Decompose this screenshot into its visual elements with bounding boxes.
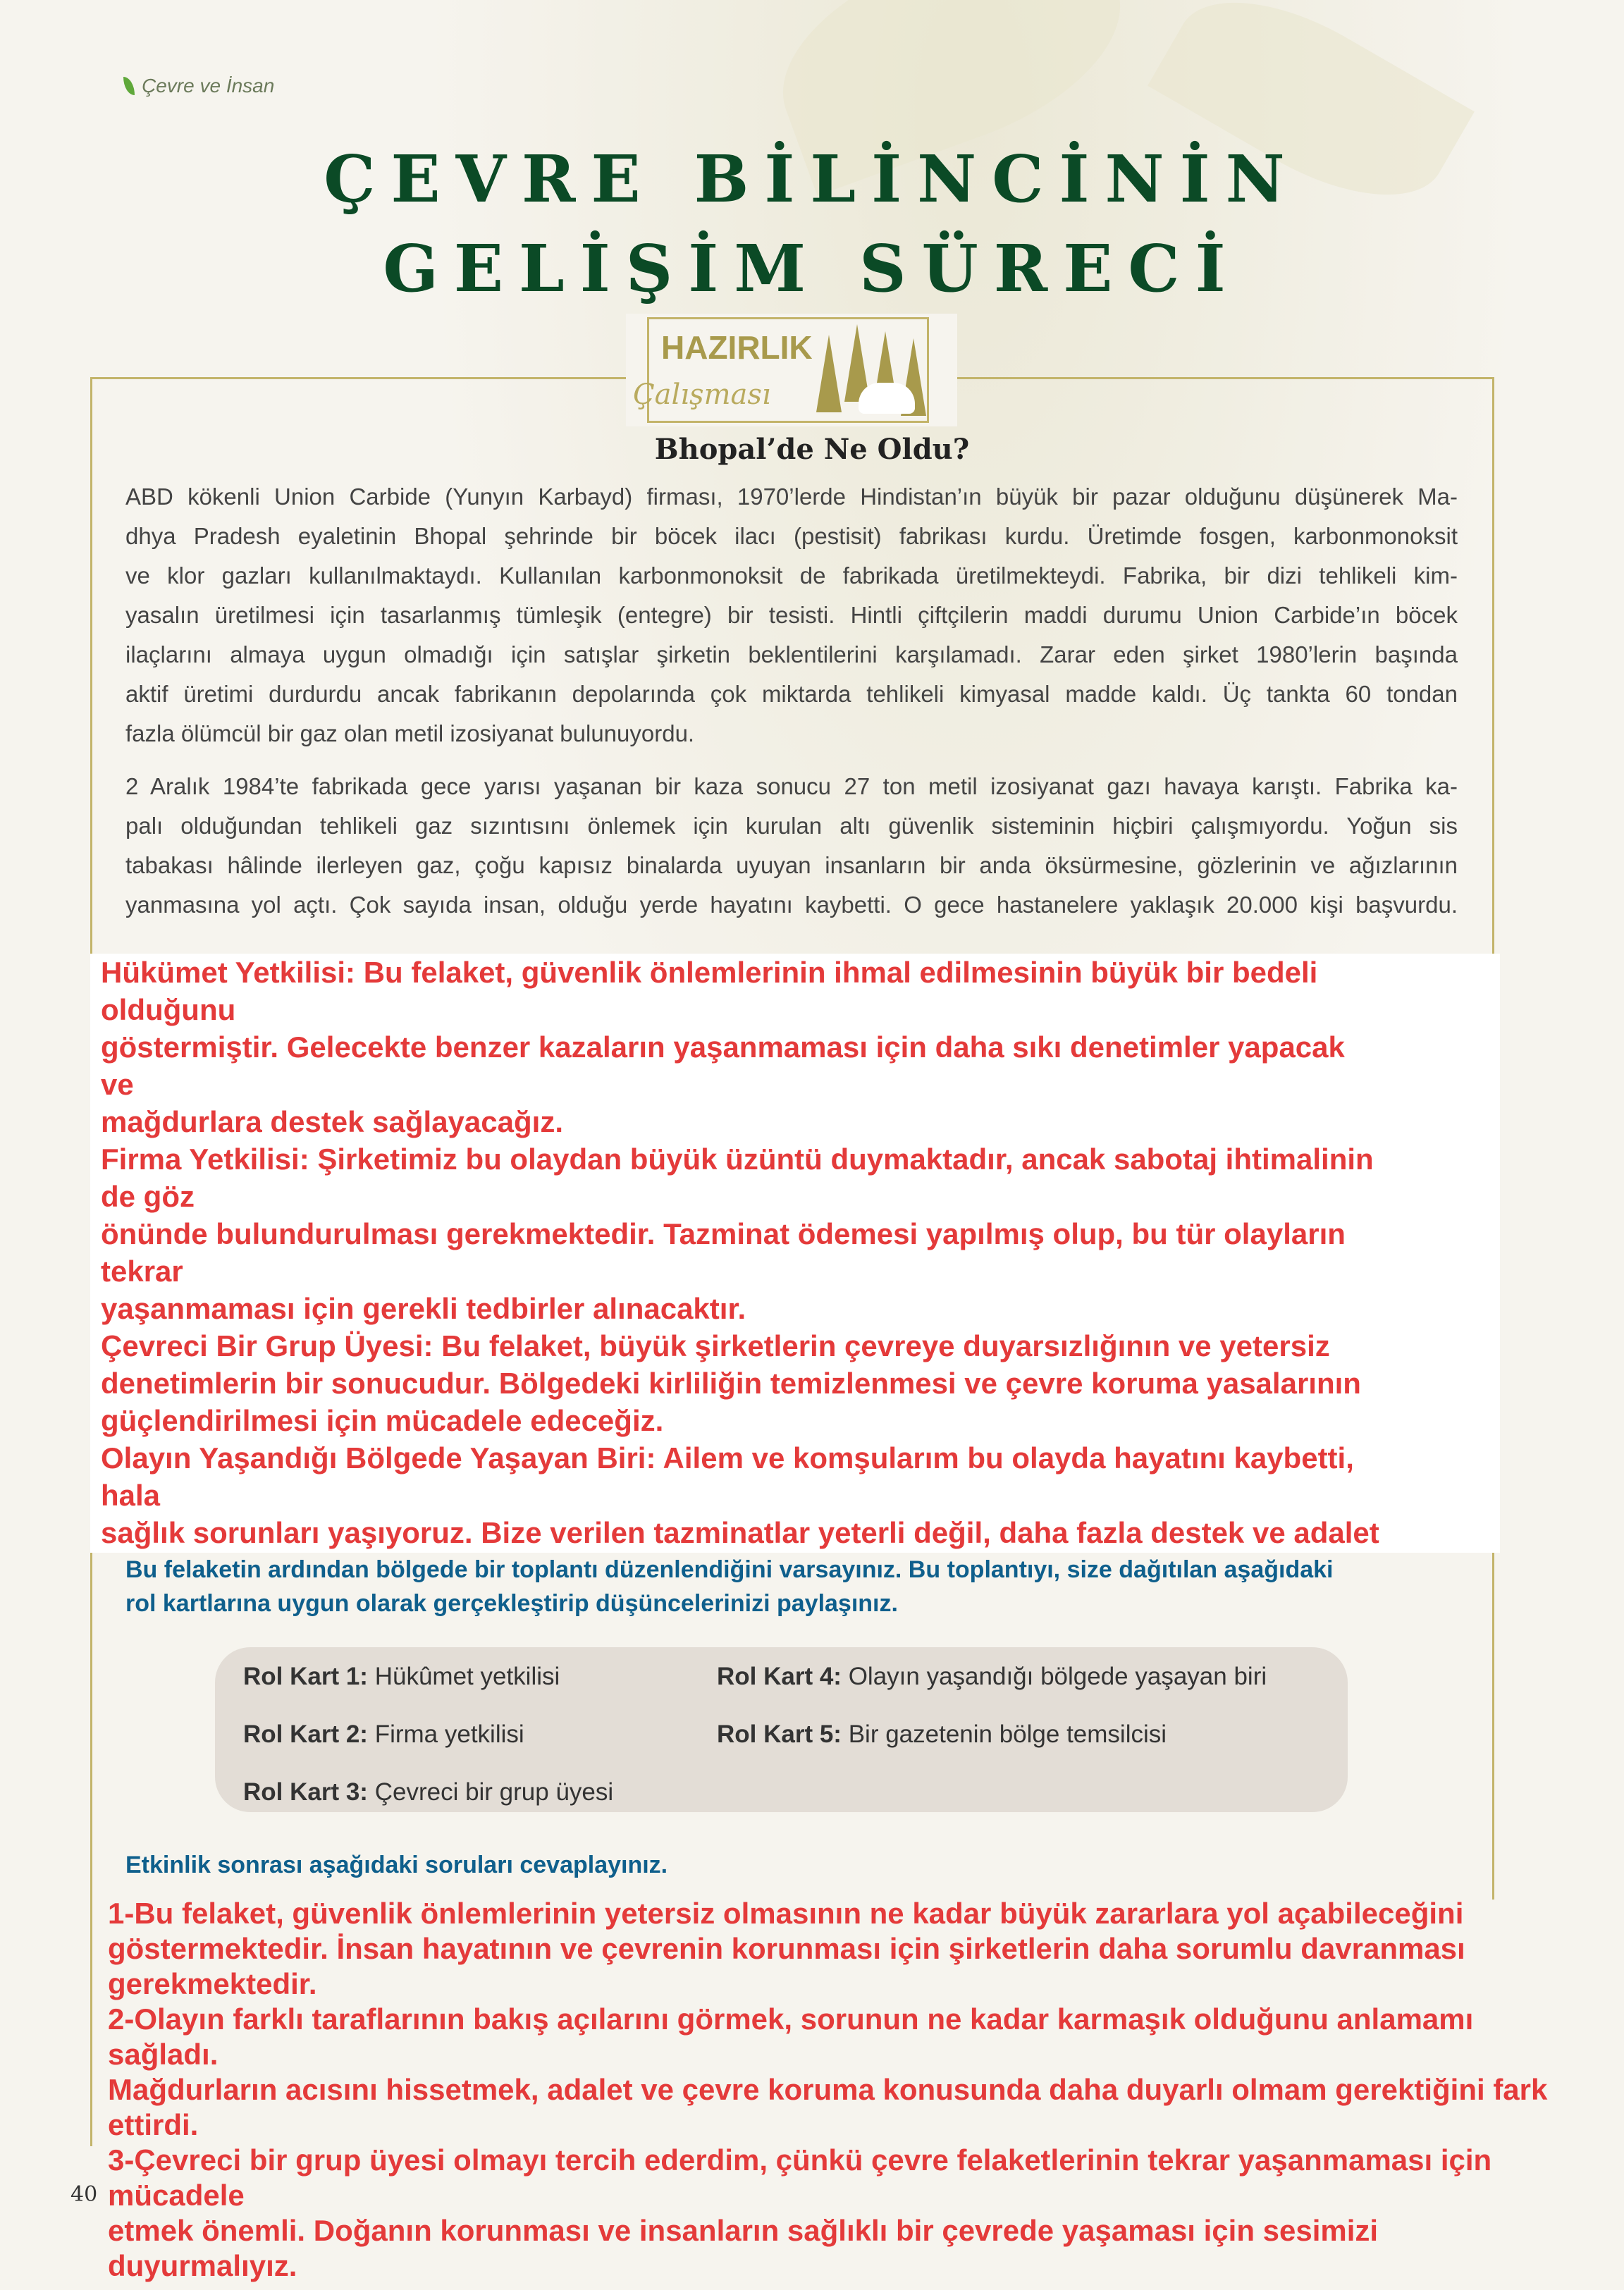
response-line: önünde bulundurulması gerekmektedir. Tazminat ödemesi yapılmış olup, bu tür olayların — [101, 1217, 1346, 1250]
page-title-line1: ÇEVRE BİLİNCİNİN — [324, 141, 1300, 217]
role-card-1 — [243, 1663, 560, 1691]
role-label: Rol Kart 1: — [243, 1663, 368, 1690]
text-line: yanmasına yol açtı. Çok sayıda insan, olduğu yerde hayatını kaybetti. O gece hastanelere yaklaşık 20.000 kişi başvurdu. — [125, 892, 1458, 918]
answer-line: Mağdurların acısını hissetmek, adalet ve çevre koruma konusunda daha duyarlı olmam gerektiğini fark — [108, 2073, 1548, 2106]
tree-icon — [816, 335, 842, 412]
after-activity-heading: Etkinlik sonrası aşağıdaki soruları cevaplayınız. — [125, 1852, 668, 1878]
instruction-line: rol kartlarına uygun olarak gerçekleştirip düşüncelerinizi paylaşınız. — [125, 1590, 898, 1617]
answer-line: gerekmektedir. — [108, 1967, 317, 2000]
response-line: tekrar — [101, 1255, 183, 1288]
role-label: Rol Kart 5: — [717, 1720, 842, 1748]
response-line: hala — [101, 1479, 161, 1512]
instruction-line: Bu felaketin ardından bölgede bir toplantı düzenlendiğini varsayınız. Bu toplantıyı, size dağıtılan aşağıdaki — [125, 1556, 1334, 1583]
role-card-4 — [717, 1663, 1267, 1691]
answer-line: 2-Olayın farklı taraflarının bakış açılarını görmek, sorunun ne kadar karmaşık olduğunu anlamamı — [108, 2002, 1474, 2036]
response-line: Hükümet Yetkilisi: Bu felaket, güvenlik önlemlerinin ihmal edilmesinin büyük bir bedeli — [101, 956, 1318, 989]
text-line: ABD kökenli Union Carbide (Yunyın Karbayd) firması, 1970’lerde Hindistan’ın büyük bir pazar olduğunu düşünerek Ma- — [125, 484, 1458, 510]
response-line: ve — [101, 1068, 134, 1101]
text-line: palı olduğundan tehlikeli gaz sızıntısını önlemek için kurulan altı güvenlik sisteminin hiçbiri çalışmıyordu. Yoğun sis — [125, 813, 1458, 839]
text-line: yasalın üretilmesi için tasarlanmış tümleşik (entegre) bir tesisti. Hintli çiftçilerin maddi durumu Union Carbide’ın böcek — [125, 602, 1458, 628]
section-label: Çevre ve İnsan — [142, 75, 275, 97]
text-line: tabakası hâlinde ilerleyen gaz, çoğu kapısız binalarda uyuyan insanların bir anda öksürmesine, gözlerinin ve ağızlarının — [125, 852, 1458, 878]
role-text: Bir gazetenin bölge temsilcisi — [848, 1720, 1167, 1748]
text-line: dhya Pradesh eyaletinin Bhopal şehrinde bir böcek ilacı (pestisit) fabrikası kurdu. Üretimde fosgen, karbonmonoksit — [125, 523, 1458, 549]
role-label: Rol Kart 3: — [243, 1778, 368, 1806]
role-card-3 — [243, 1778, 613, 1806]
response-line: Çevreci Bir Grup Üyesi: Bu felaket, büyük şirketlerin çevreye duyarsızlığının ve yetersiz — [101, 1329, 1330, 1362]
answer-line: etmek önemli. Doğanın korunması ve insanların sağlıklı bir çevrede yaşaması için sesimizi — [108, 2214, 1379, 2247]
role-label: Rol Kart 2: — [243, 1720, 368, 1748]
page-number: 40 — [70, 2182, 98, 2207]
answer-line: göstermektedir. İnsan hayatının ve çevrenin korunması için şirketlerin daha sorumlu davranması — [108, 1932, 1465, 1965]
instructions — [125, 1553, 1334, 1620]
leaf-icon — [123, 77, 135, 95]
answer-line: mücadele — [108, 2179, 245, 2212]
text-line: ilaçlarını almaya uygun olmadığı için satışlar şirketin beklentilerini karşılamadı. Zarar eden şirket 1980’lerin başında — [125, 641, 1458, 667]
text-line: fazla ölümcül bir gaz olan metil izosiyanat bulunuyordu. — [125, 720, 695, 746]
answer-line: 1-Bu felaket, güvenlik önlemlerinin yetersiz olmasının ne kadar büyük zararlara yol açabileceğini — [108, 1897, 1464, 1930]
answer-line: 3-Çevreci bir grup üyesi olmayı tercih ederdim, çünkü çevre felaketlerinin tekrar yaşanmaması için — [108, 2143, 1492, 2177]
role-text: Olayın yaşandığı bölgede yaşayan biri — [848, 1663, 1267, 1690]
text-line: ve klor gazları kullanılmaktaydı. Kullanılan karbonmonoksit de fabrikada üretilmekteydi. Fabrika, bir dizi tehlikeli kim- — [125, 562, 1458, 589]
answer-line: sağladı. — [108, 2038, 219, 2071]
answer-line: ettirdi. — [108, 2108, 199, 2141]
role-text: Hükûmet yetkilisi — [374, 1663, 560, 1690]
section-header — [123, 75, 274, 97]
response-line: sağlık sorunları yaşıyoruz. Bize verilen tazminatlar yeterli değil, daha fazla destek ve adalet — [101, 1516, 1379, 1549]
role-card-5 — [717, 1720, 1167, 1749]
response-line: Olayın Yaşandığı Bölgede Yaşayan Biri: Ailem ve komşularım bu olayda hayatını kaybetti, — [101, 1441, 1354, 1475]
role-card-2 — [243, 1720, 524, 1749]
logo-word-calismasi: Çalışması — [633, 378, 771, 411]
response-line: olduğunu — [101, 993, 236, 1026]
response-line: göstermiştir. Gelecekte benzer kazaların yaşanmaması için daha sıkı denetimler yapacak — [101, 1030, 1345, 1064]
response-line: de göz — [101, 1180, 195, 1213]
text-line: aktif üretimi durdurdu ancak fabrikanın depolarında çok miktarda tehlikeli kimyasal madde kaldı. Üç tankta 60 tondan — [125, 681, 1458, 707]
answers — [108, 1896, 1616, 2284]
answer-line: duyurmalıyız. — [108, 2249, 297, 2282]
role-cards-box — [215, 1647, 1348, 1812]
role-label: Rol Kart 4: — [717, 1663, 842, 1690]
paragraph-1 — [125, 477, 1458, 753]
hazirlik-logo — [626, 314, 957, 426]
paragraph-2 — [125, 767, 1458, 925]
text-line: 2 Aralık 1984’te fabrikada gece yarısı yaşanan bir kaza sonucu 27 ton metil izosiyanat gazı havaya karıştı. Fabrika ka- — [125, 773, 1458, 799]
page-title-line2: GELİŞİM SÜRECİ — [383, 230, 1241, 307]
bear-icon — [859, 383, 915, 414]
role-text: Firma yetkilisi — [374, 1720, 524, 1748]
logo-word-hazirlik: HAZIRLIK — [661, 329, 813, 366]
response-line: mağdurlara destek sağlayacağız. — [101, 1105, 563, 1138]
response-line: Firma Yetkilisi: Şirketimiz bu olaydan büyük üzüntü duymaktadır, ancak sabotaj ihtimalinin — [101, 1143, 1374, 1176]
subtitle: Bhopal’de Ne Oldu? — [654, 433, 970, 466]
response-line: yaşanmaması için gerekli tedbirler alınacaktır. — [101, 1292, 746, 1325]
role-responses — [101, 954, 1379, 1551]
response-line: denetimlerin bir sonucudur. Bölgedeki kirliliğin temizlenmesi ve çevre koruma yasalarının — [101, 1367, 1361, 1400]
response-line: güçlendirilmesi için mücadele edeceğiz. — [101, 1404, 664, 1437]
role-text: Çevreci bir grup üyesi — [374, 1778, 614, 1806]
